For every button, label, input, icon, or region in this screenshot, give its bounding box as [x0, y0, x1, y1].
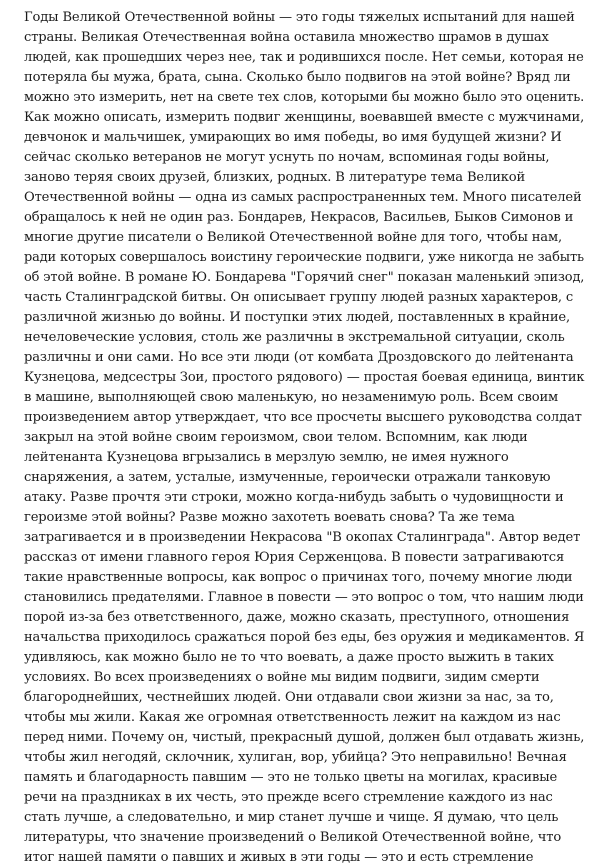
text-line: в машине, выполняющей свою маленькую, но незаменимую роль. Всем своим [24, 390, 559, 405]
text-line: благороднейших, честнейших людей. Они отдавали свои жизни за нас, за то, [24, 690, 554, 705]
text-line: Как можно описать, измерить подвиг женщины, воевавшей вместе с мужчинами, [24, 110, 585, 125]
text-line: становились предателями. Главное в повести — это вопрос о том, что нашим люди [24, 590, 584, 605]
text-line: девчонок и мальчишек, умирающих во имя победы, во имя будущей жизни? И [24, 130, 562, 145]
text-line: атаку. Разве прочтя эти строки, можно когда-нибудь забыть о чудовищности и [24, 490, 564, 505]
text-line: начальства приходилось сражаться порой без еды, без оружия и медикаментов. Я [24, 630, 585, 645]
text-line: речи на праздниках в их честь, это прежде всего стремление каждого из нас [24, 790, 553, 805]
text-line: удивляюсь, как можно было не то что воевать, а даже просто выжить в таких [24, 650, 554, 665]
text-line: Отечественной войны — одна из самых распространенных тем. Много писателей [24, 190, 582, 205]
text-line: условиях. Во всех произведениях о войне мы видим подвиги, зидим смерти [24, 670, 540, 685]
text-line: память и благодарность павшим — это не только цветы на могилах, красивые [24, 770, 558, 785]
text-line: об этой войне. В романе Ю. Бондарева "Горячий снег" показан маленький эпизод, [24, 270, 585, 285]
text-line: ради которых совершалось воистину героические подвиги, уже никогда не забыть [24, 250, 584, 265]
text-line: снаряжения, а затем, усталые, измученные, героически отражали танковую [24, 470, 551, 485]
text-line: перед ними. Почему он, чистый, прекрасный душой, должен был отдавать жизнь, [24, 730, 585, 745]
text-line: сейчас сколько ветеранов не могут уснуть по ночам, вспоминая годы войны, [24, 150, 550, 165]
text-line: произведением автор утверждает, что все просчеты высшего руководства солдат [24, 410, 582, 425]
text-line: людей, как прошедших через нее, так и родившихся после. Нет семьи, которая не [24, 50, 584, 65]
text-line: лейтенанта Кузнецова вгрызались в мерзлую землю, не имея нужного [24, 450, 509, 465]
text-line: такие нравственные вопросы, как вопрос о причинах того, почему многие люди [24, 570, 573, 585]
text-line: потеряла бы мужа, брата, сына. Сколько было подвигов на этой войне? Вряд ли [24, 70, 571, 85]
text-line: заново теряя своих друзей, близких, родных. В литературе тема Великой [24, 170, 526, 185]
text-line: стать лучше, а следовательно, и мир станет лучше и чище. Я думаю, что цель [24, 810, 559, 825]
text-line: чтобы мы жили. Какая же огромная ответственность лежит на каждом из нас [24, 710, 561, 725]
text-line: многие другие писатели о Великой Отечественной войне для того, чтобы нам, [24, 230, 563, 245]
text-line: можно это измерить, нет на свете тех слов, которыми бы можно было это оценить. [24, 90, 585, 105]
text-line: Годы Великой Отечественной войны — это годы тяжелых испытаний для нашей [24, 10, 575, 25]
text-line: закрыл на этой войне своим героизмом, свои телом. Вспомним, как люди [24, 430, 528, 445]
text-line: различной жизнью до войны. И поступки этих людей, поставленных в крайние, [24, 310, 571, 325]
text-line: различны и они сами. Но все эти люди (от комбата Дроздовского до лейтенанта [24, 350, 574, 365]
text-line: нечеловеческие условия, столь же различны в экстремальной ситуации, сколь [24, 330, 565, 345]
text-line: чтобы жил негодяй, склочник, хулиган, вор, убийца? Это неправильно! Вечная [24, 750, 567, 765]
essay-text [24, 8, 584, 868]
text-line: затрагивается и в произведении Некрасова "В окопах Сталинграда". Автор ведет [24, 530, 581, 545]
text-line: порой из-за без ответственного, даже, можно сказать, преступного, отношения [24, 610, 570, 625]
text-line: литературы, что значение произведений о Великой Отечественной войне, что [24, 830, 562, 845]
text-line: Кузнецова, медсестры Зои, простого рядового) — простая боевая единица, винтик [24, 370, 585, 385]
text-line: обращалось к ней не один раз. Бондарев, Некрасов, Васильев, Быков Симонов и [24, 210, 574, 225]
text-line: рассказ от имени главного героя Юрия Серженцова. В повести затрагиваются [24, 550, 565, 565]
text-line: итог нашей памяти о павших и живых в эти годы — это и есть стремление [24, 850, 534, 865]
text-line: героизме этой войны? Разве можно захотеть воевать снова? Та же тема [24, 510, 515, 525]
text-line: часть Сталинградской битвы. Он описывает группу людей разных характеров, с [24, 290, 574, 305]
text-line: страны. Великая Отечественная война оставила множество шрамов в душах [24, 30, 549, 45]
